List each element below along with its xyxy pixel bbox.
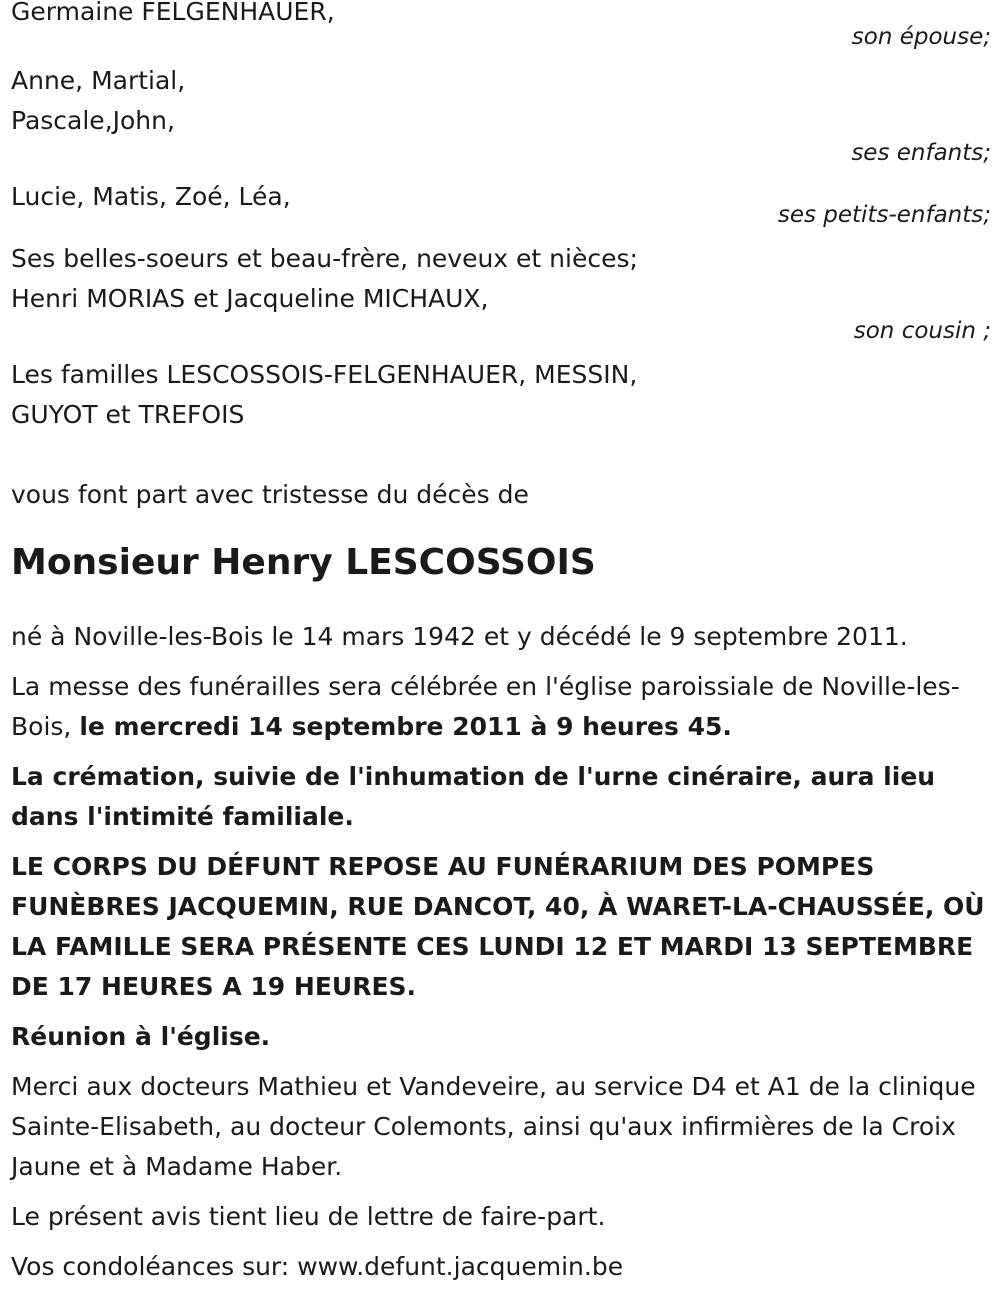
- grandchildren-role: ses petits-enfants;: [777, 202, 991, 228]
- deceased-name: Monsieur Henry LESCOSSOIS: [11, 542, 596, 583]
- cousin-name: Henri MORIAS et Jacqueline MICHAUX,: [11, 284, 489, 313]
- thanks: Merci aux docteurs Mathieu et Vandeveire, au service D4 et A1 de la clinique Sainte-Elisabeth, au docteur Colemonts, ainsi qu'aux infirmières de la Croix Jaune et à Madame Haber.: [11, 1072, 976, 1181]
- spouse-name: Germaine FELGENHAUER,: [11, 0, 335, 26]
- condolences: Vos condoléances sur: www.defunt.jacquemin.be: [11, 1252, 624, 1281]
- meeting-info: Réunion à l'église.: [11, 1022, 271, 1051]
- cremation-info: La crémation, suivie de l'inhumation de l'urne cinéraire, aura lieu dans l'intimité familiale.: [11, 762, 936, 831]
- spouse-role: son épouse;: [851, 24, 991, 50]
- in-laws: Ses belles-soeurs et beau-frère, neveux et nièces;: [11, 244, 638, 273]
- grandchildren: Lucie, Matis, Zoé, Léa,: [11, 182, 291, 211]
- mass-info: [11, 667, 991, 747]
- funeral-home-info: LE CORPS DU DÉFUNT REPOSE AU FUNÉRARIUM DES POMPES FUNÈBRES JACQUEMIN, RUE DANCOT, 40, À WARET-LA-CHAUSSÉE, OÙ LA FAMILLE SERA PRÉSENTE CES LUNDI 12 ET MARDI 13 SEPTEMBRE DE 17 HEURES A 19 HEURES.: [11, 852, 985, 1001]
- children-line-1: Anne, Martial,: [11, 66, 186, 95]
- notice: Le présent avis tient lieu de lettre de faire-part.: [11, 1202, 606, 1231]
- families-line-2: GUYOT et TREFOIS: [11, 400, 245, 429]
- mass-intro: La messe des funérailles sera célébrée en l'église paroissiale de Noville-les-Bois,: [11, 672, 960, 741]
- announcement: vous font part avec tristesse du décès de: [11, 480, 529, 509]
- obituary-notice: [11, 0, 991, 1287]
- birth-death: né à Noville-les-Bois le 14 mars 1942 et y décédé le 9 septembre 2011.: [11, 622, 908, 651]
- mass-date: le mercredi 14 septembre 2011 à 9 heures 45.: [79, 712, 732, 741]
- families-line-1: Les familles LESCOSSOIS-FELGENHAUER, MESSIN,: [11, 360, 638, 389]
- children-role: ses enfants;: [851, 140, 991, 166]
- cousin-role: son cousin ;: [853, 318, 991, 344]
- children-line-2: Pascale,John,: [11, 106, 175, 135]
